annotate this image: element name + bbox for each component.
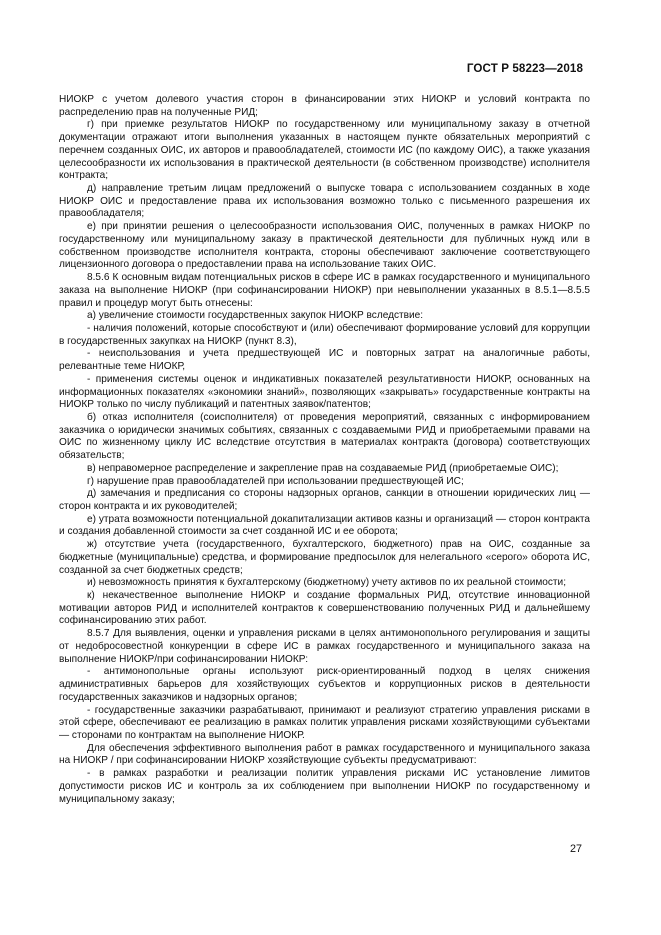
paragraph: - применения системы оценок и индикативных показателей результативности НИОКР, основанных на информационных показателях «экономики знаний», позволяющих «закрывать» государственные контракты на НИОКР только по числу публикаций и патентных заявок/патентов; [59, 373, 590, 411]
paragraph: НИОКР с учетом долевого участия сторон в финансировании этих НИОКР и условий контракта по распределению прав на полученные РИД; [59, 94, 590, 118]
paragraph: 8.5.6 К основным видам потенциальных рисков в сфере ИС в рамках государственного и муниципального заказа на выполнение НИОКР (при софинансировании НИОКР) при невыполнении указанных в 8.5.1—8.5.5 правил и процедур могут быть отнесены: [59, 272, 590, 309]
paragraph: б) отказ исполнителя (соисполнителя) от проведения мероприятий, связанных с информированием заказчика о юридически значимых событиях, связанных с создаваемыми РИД и приобретаемыми правами на ОИС по жизненному циклу ИС вследствие отсутствия в материалах контракта (договора) соответствующих обязательств; [59, 411, 590, 462]
paragraph: - в рамках разработки и реализации политик управления рисками ИС установление лимитов допустимости рисков ИС и контроль за их соблюдением при выполнении НИОКР по государственному и муниципальному заказу; [59, 768, 590, 805]
document-body [59, 94, 590, 806]
paragraph: - неиспользования и учета предшествующей ИС и повторных затрат на аналогичные работы, релевантные теме НИОКР, [59, 348, 590, 373]
page-number: 27 [569, 843, 582, 855]
paragraph: е) при принятии решения о целесообразности использования ОИС, полученных в рамках НИОКР по государственному или муниципальному заказу в практической деятельности для публичных нужд или в собственном производстве исполнителя контракта, стороны обеспечивают заключение соответствующего лицензионного договора о предоставлении права на использование таких ОИС. [59, 221, 590, 271]
paragraph: г) при приемке результатов НИОКР по государственному или муниципальному заказу в отчетной документации отражают итоги выполнения указанных в настоящем пункте обязательных мероприятий с перечнем созданных ОИС, их авторов и правообладателей, стоимости ИС (по каждому ОИС), а также указания целесообразности их использования в практической деятельности (в собственном производстве) исполнителя контракта; [59, 119, 590, 182]
paragraph: д) направление третьим лицам предложений о выпуске товара с использованием созданных в ходе НИОКР ОИС и предоставление права их использования возможно только с письменного разрешения их правообладателя; [59, 183, 590, 220]
paragraph: Для обеспечения эффективного выполнения работ в рамках государственного и муниципального заказа на НИОКР / при софинансировании НИОКР хозяйствующие субъекты предусматривают: [59, 742, 590, 767]
paragraph: е) утрата возможности потенциальной докапитализации активов казны и организаций — сторон контракта и создания добавленной стоимости за счет созданной ИС и ее оборота; [59, 513, 590, 538]
paragraph: д) замечания и предписания со стороны надзорных органов, санкции в отношении юридических лиц — сторон контракта и их руководителей; [59, 488, 590, 512]
paragraph: г) нарушение прав правообладателей при использовании предшествующей ИС; [87, 475, 464, 487]
paragraph: - государственные заказчики разрабатывают, принимают и реализуют стратегию управления рисками в этой сфере, обеспечивают ее реализацию в рамках политик управления рисками хозяйствующими субъектами — сторонами по контрактам на выполнение НИОКР. [59, 704, 590, 741]
paragraph: к) некачественное выполнение НИОКР и создание формальных РИД, отсутствие инновационной мотивации авторов РИД и исполнителей контрактов к совершенствованию полученных РИД и дальнейшему софинансированию этих работ. [59, 590, 590, 627]
page-header-standard: ГОСТ Р 58223—2018 [466, 62, 583, 75]
paragraph: в) неправомерное распределение и закрепление прав на создаваемые РИД (приобретаемые ОИС); [87, 462, 559, 474]
paragraph: 8.5.7 Для выявления, оценки и управления рисками в целях антимонопольного регулирования и защиты от недобросовестной конкуренции в сфере ИС в рамках государственного и муниципального заказа на выполнение НИОКР/при софинансировании НИОКР: [59, 628, 590, 665]
paragraph: и) невозможность принятия к бухгалтерскому (бюджетному) учету активов по их реальной стоимости; [87, 577, 566, 589]
paragraph: - антимонопольные органы используют риск-ориентированный подход в целях снижения административных барьеров для хозяйствующих субъектов и коррупционных рисков в деятельности государственных заказчиков и надзорных органов; [59, 666, 590, 703]
paragraph: а) увеличение стоимости государственных закупок НИОКР вследствие: [87, 310, 424, 322]
paragraph: ж) отсутствие учета (государственного, бухгалтерского, бюджетного) прав на ОИС, созданные за бюджетные (муниципальные) средства, и формирование предпосылок для нелегального «серого» оборота ИС, созданной за счет бюджетных средств; [59, 539, 590, 576]
paragraph: - наличия положений, которые способствуют и (или) обеспечивают формирование условий для коррупции в государственных закупках на НИОКР (пункт 8.3), [59, 322, 590, 347]
